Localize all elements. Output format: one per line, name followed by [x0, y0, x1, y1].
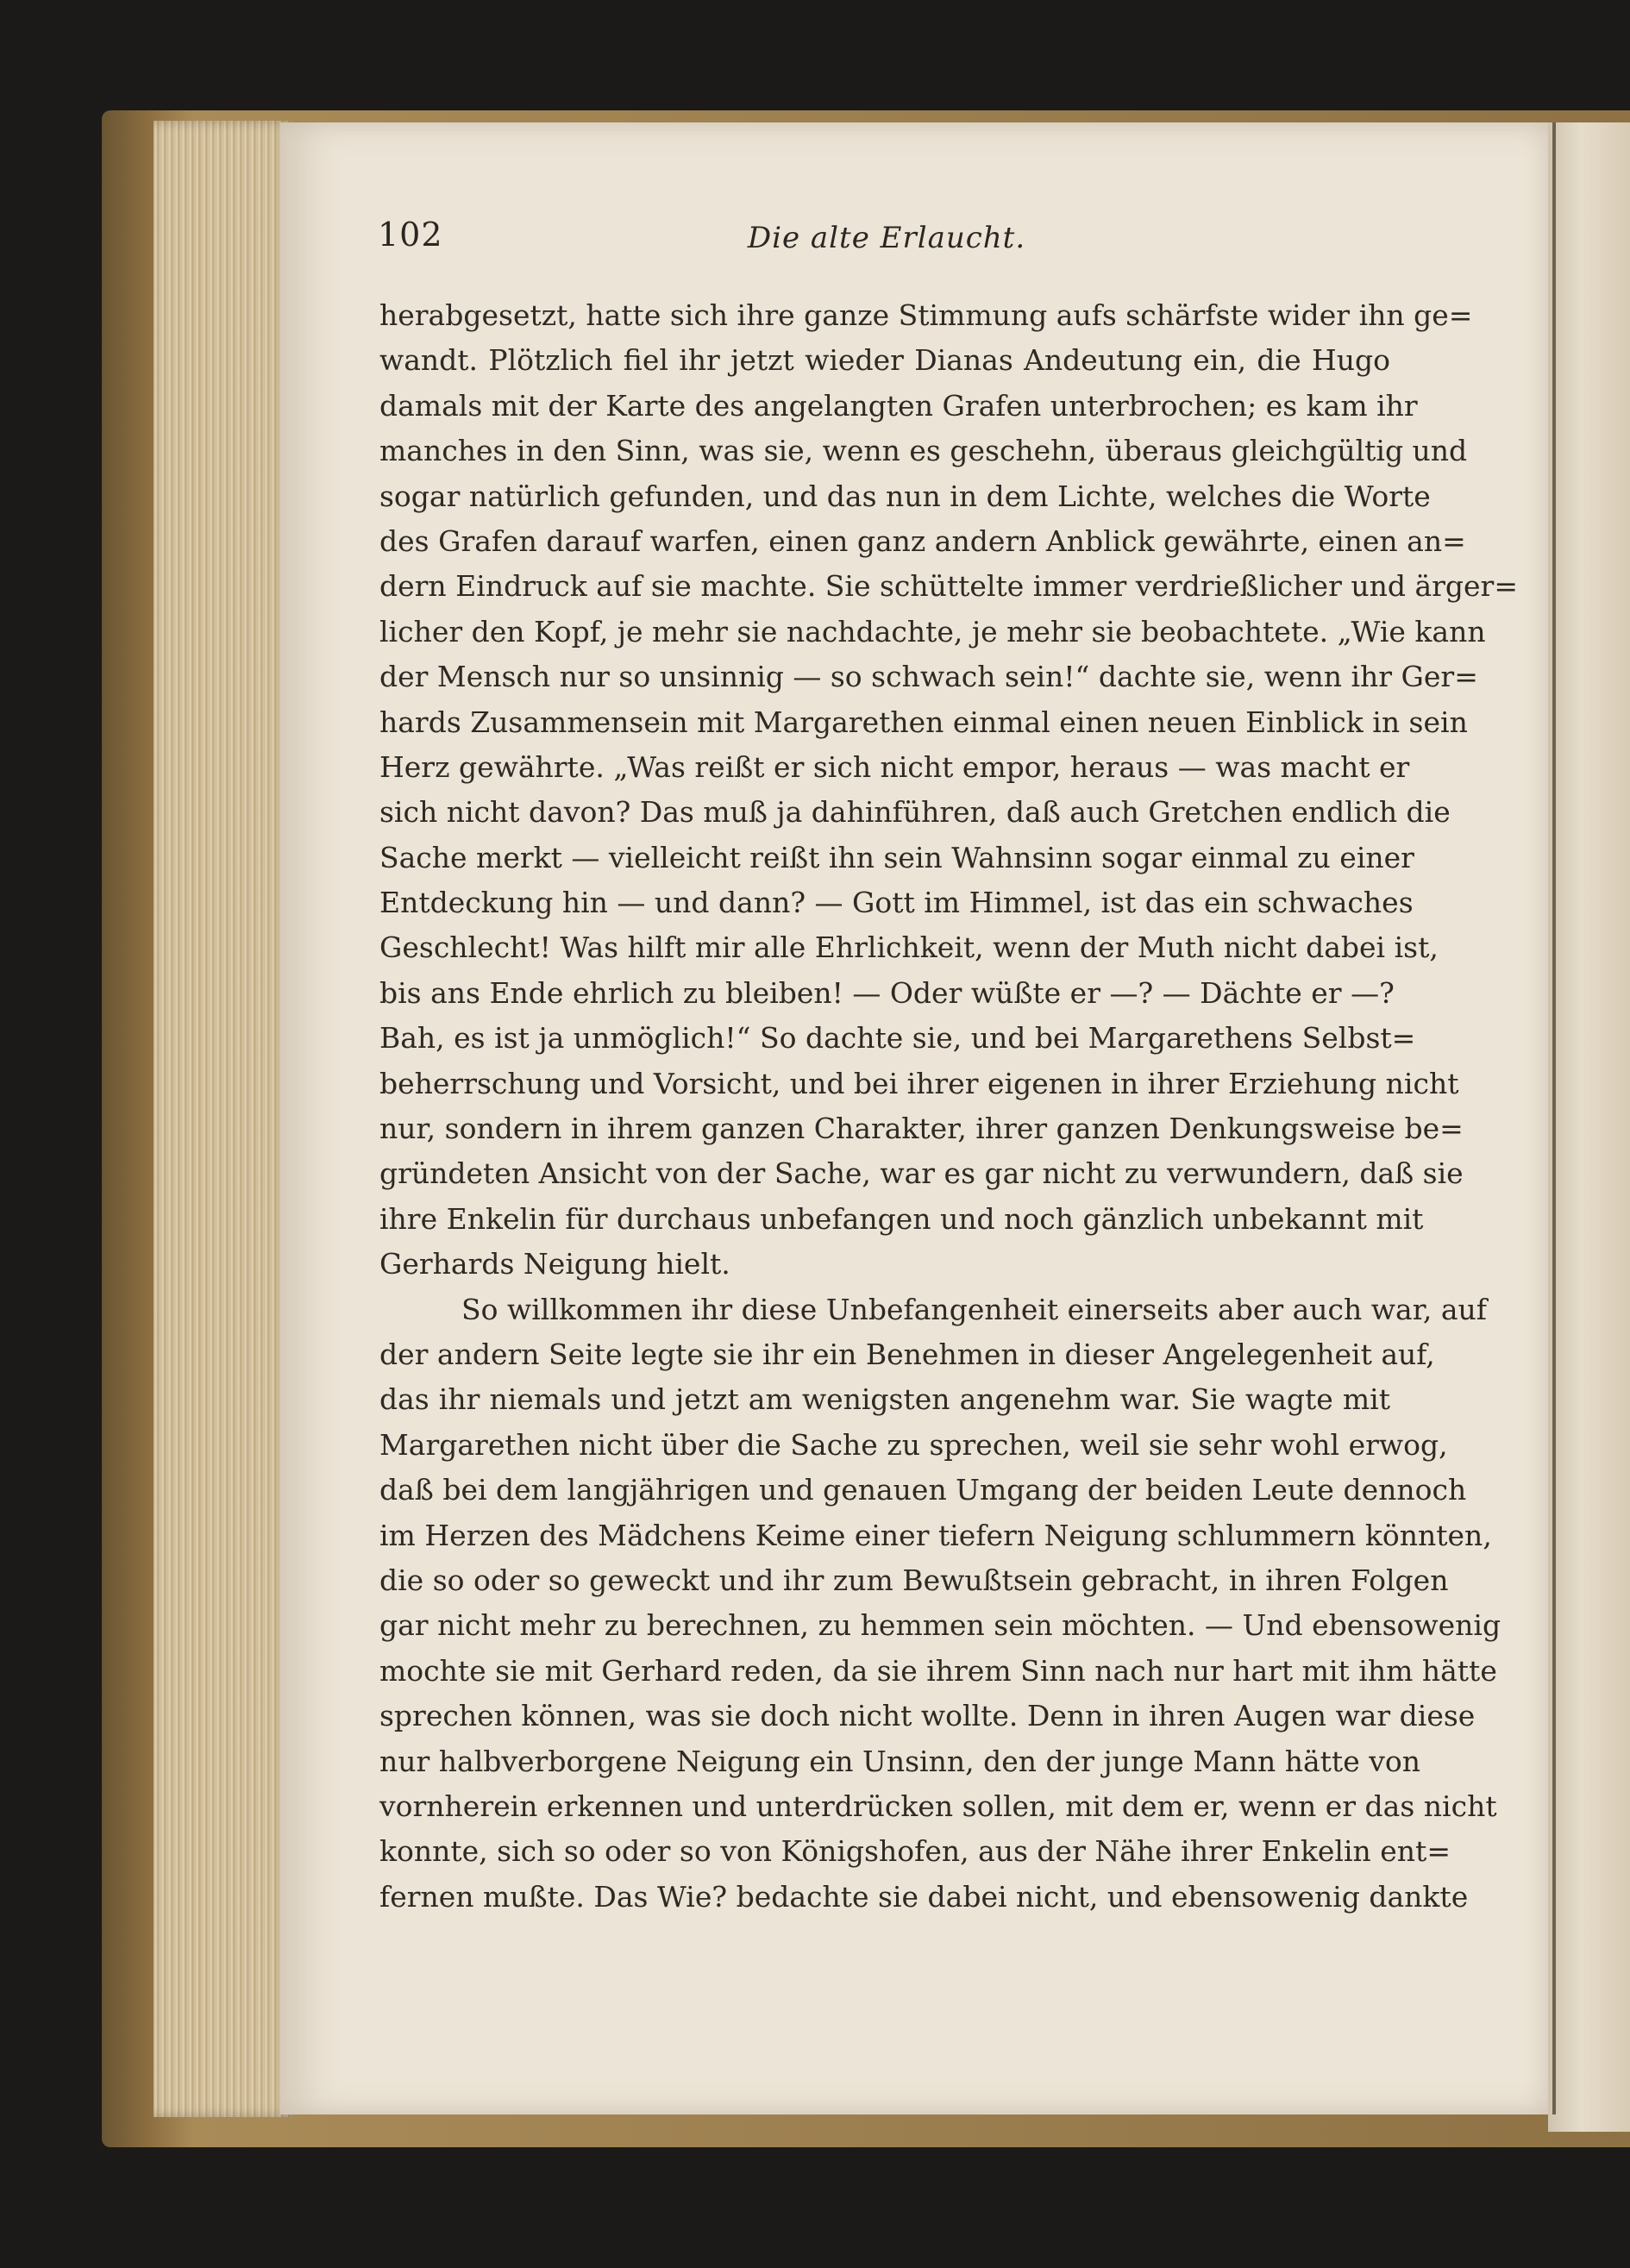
body-text	[379, 293, 1518, 1920]
text-line: daß bei dem langjährigen und genauen Umgang der beiden Leute dennoch	[379, 1473, 1467, 1507]
text-line: hards Zusammensein mit Margarethen einmal einen neuen Einblick in sein	[379, 705, 1468, 739]
text-line: Entdeckung hin — und dann? — Gott im Himmel, ist das ein schwaches	[379, 886, 1414, 920]
text-line: Gerhards Neigung hielt.	[379, 1247, 730, 1281]
text-line: So willkommen ihr diese Unbefangenheit einerseits aber auch war, auf	[461, 1292, 1487, 1326]
text-line: bis ans Ende ehrlich zu bleiben! — Oder wüßte er —? — Dächte er —?	[379, 975, 1395, 1010]
text-line: ihre Enkelin für durchaus unbefangen und noch gänzlich unbekannt mit	[379, 1201, 1424, 1236]
running-title: Die alte Erlaucht.	[747, 221, 1026, 255]
text-line: im Herzen des Mädchens Keime einer tiefern Neigung schlummern könnten,	[379, 1518, 1492, 1552]
text-line: die so oder so geweckt und ihr zum Bewußtsein gebracht, in ihren Folgen	[379, 1563, 1449, 1597]
text-line: mochte sie mit Gerhard reden, da sie ihrem Sinn nach nur hart mit ihm hätte	[379, 1653, 1497, 1688]
text-line: sogar natürlich gefunden, und das nun in dem Lichte, welches die Worte	[379, 479, 1431, 513]
page-edges	[154, 121, 292, 2117]
text-line: wandt. Plötzlich fiel ihr jetzt wieder Dianas Andeutung ein, die Hugo	[379, 343, 1390, 378]
text-line: nur halbverborgene Neigung ein Unsinn, den der junge Mann hätte von	[379, 1744, 1420, 1778]
text-line: gar nicht mehr zu berechnen, zu hemmen sein möchten. — Und ebensowenig	[379, 1608, 1501, 1643]
text-line: gründeten Ansicht von der Sache, war es gar nicht zu verwundern, daß sie	[379, 1156, 1464, 1191]
text-line: fernen mußte. Das Wie? bedachte sie dabei nicht, und ebensowenig dankte	[379, 1879, 1469, 1914]
text-line: der Mensch nur so unsinnig — so schwach sein!“ dachte sie, wenn ihr Ger=	[379, 660, 1478, 694]
text-line: Bah, es ist ja unmöglich!“ So dachte sie, und bei Margarethens Selbst=	[379, 1021, 1416, 1056]
text-line: dern Eindruck auf sie machte. Sie schüttelte immer verdrießlicher und ärger=	[379, 569, 1518, 604]
page-number: 102	[378, 216, 443, 254]
text-line: der andern Seite legte sie ihr ein Benehmen in dieser Angelegenheit auf,	[379, 1337, 1435, 1371]
text-line: herabgesetzt, hatte sich ihre ganze Stimmung aufs schärfste wider ihn ge=	[379, 298, 1473, 332]
text-line: sprechen können, was sie doch nicht wollte. Denn in ihren Augen war diese	[379, 1699, 1476, 1733]
text-line: nur, sondern in ihrem ganzen Charakter, ihrer ganzen Denkungsweise be=	[379, 1112, 1464, 1146]
text-line: Herz gewährte. „Was reißt er sich nicht empor, heraus — was macht er	[379, 749, 1410, 784]
text-line: licher den Kopf, je mehr sie nachdachte, je mehr sie beobachtete. „Wie kann	[379, 614, 1486, 648]
text-line: vornherein erkennen und unterdrücken sollen, mit dem er, wenn er das nicht	[379, 1789, 1497, 1823]
page-header	[378, 216, 1395, 267]
text-line: beherrschung und Vorsicht, und bei ihrer eigenen in ihrer Erziehung nicht	[379, 1066, 1459, 1100]
text-line: manches in den Sinn, was sie, wenn es geschehn, überaus gleichgültig und	[379, 434, 1468, 468]
text-line: damals mit der Karte des angelangten Grafen unterbrochen; es kam ihr	[379, 388, 1418, 423]
text-line: sich nicht davon? Das muß ja dahinführen, daß auch Gretchen endlich die	[379, 795, 1451, 830]
facing-page-edge	[1548, 122, 1630, 2132]
text-line: konnte, sich so oder so von Königshofen, aus der Nähe ihrer Enkelin ent=	[379, 1834, 1451, 1869]
text-line: das ihr niemals und jetzt am wenigsten angenehm war. Sie wagte mit	[379, 1382, 1390, 1417]
text-line: des Grafen darauf warfen, einen ganz andern Anblick gewährte, einen an=	[379, 523, 1466, 558]
text-line: Geschlecht! Was hilft mir alle Ehrlichkeit, wenn der Muth nicht dabei ist,	[379, 930, 1439, 965]
gutter-line	[1552, 122, 1556, 2115]
text-line: Margarethen nicht über die Sache zu sprechen, weil sie sehr wohl erwog,	[379, 1427, 1448, 1462]
text-line: Sache merkt — vielleicht reißt ihn sein Wahnsinn sogar einmal zu einer	[379, 840, 1414, 874]
